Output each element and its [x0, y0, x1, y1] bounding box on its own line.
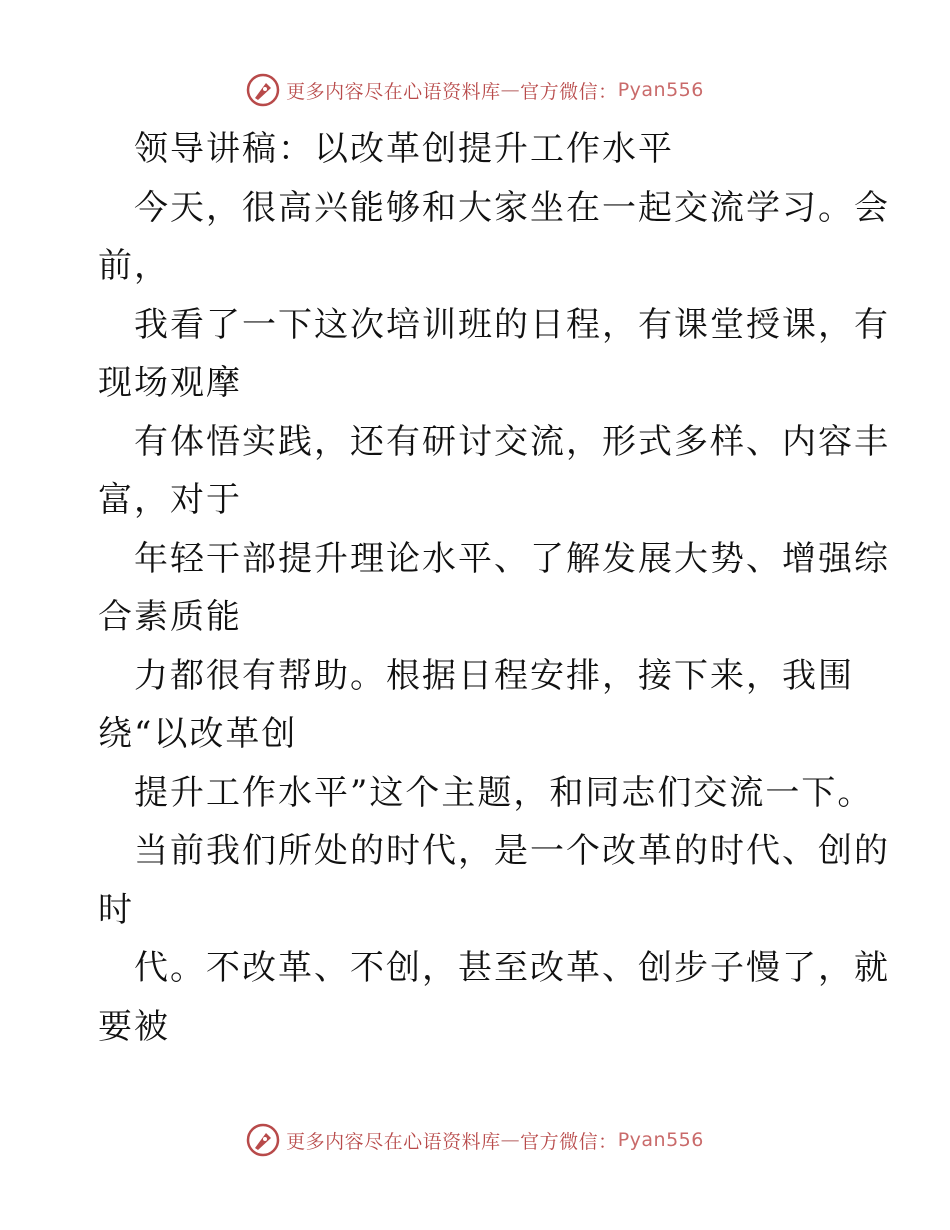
text-line: 我看了一下这次培训班的日程，有课堂授课，有	[134, 304, 890, 345]
text-line: 提升工作水平”这个主题，和同志们交流一下。	[134, 772, 874, 813]
banner-label: 官方微信：	[520, 1130, 618, 1153]
banner-separator: —	[500, 79, 521, 101]
pen-nib-logo-icon	[246, 73, 280, 107]
text-line: 代。不改革、不创，甚至改革、创步子慢了，就	[134, 948, 890, 988]
text-line: 时	[98, 889, 134, 930]
text-line: 今天，很高兴能够和大家坐在一起交流学习。会	[134, 187, 890, 228]
banner-wechat-id: Pyan556	[617, 79, 704, 101]
text-line: 年轻干部提升理论水平、了解发展大势、增强综	[134, 538, 890, 579]
footer-watermark	[0, 1120, 950, 1160]
document-body	[98, 120, 890, 1056]
text-line: 合素质能	[98, 597, 242, 637]
document-title: 领导讲稿：以改革创提升工作水平	[134, 129, 674, 169]
banner-label: 官方微信：	[520, 80, 618, 103]
banner-separator: —	[500, 1129, 521, 1151]
text-line: 要被	[98, 1006, 170, 1047]
banner-wechat-id: Pyan556	[617, 1129, 704, 1151]
text-line: 绕“以改革创	[98, 714, 298, 754]
text-line: 前，	[98, 246, 170, 286]
text-line: 当前我们所处的时代，是一个改革的时代、创的	[134, 831, 890, 871]
header-watermark	[0, 70, 950, 110]
text-line: 现场观摩	[98, 363, 242, 403]
text-line: 有体悟实践，还有研讨交流，形式多样、内容丰	[134, 421, 890, 462]
pen-nib-logo-icon	[246, 1123, 280, 1157]
banner-brand: 更多内容尽在心语资料库	[286, 1130, 501, 1153]
text-line: 富，对于	[98, 480, 242, 520]
banner-brand: 更多内容尽在心语资料库	[286, 80, 501, 103]
text-line: 力都很有帮助。根据日程安排，接下来，我围	[134, 655, 854, 696]
